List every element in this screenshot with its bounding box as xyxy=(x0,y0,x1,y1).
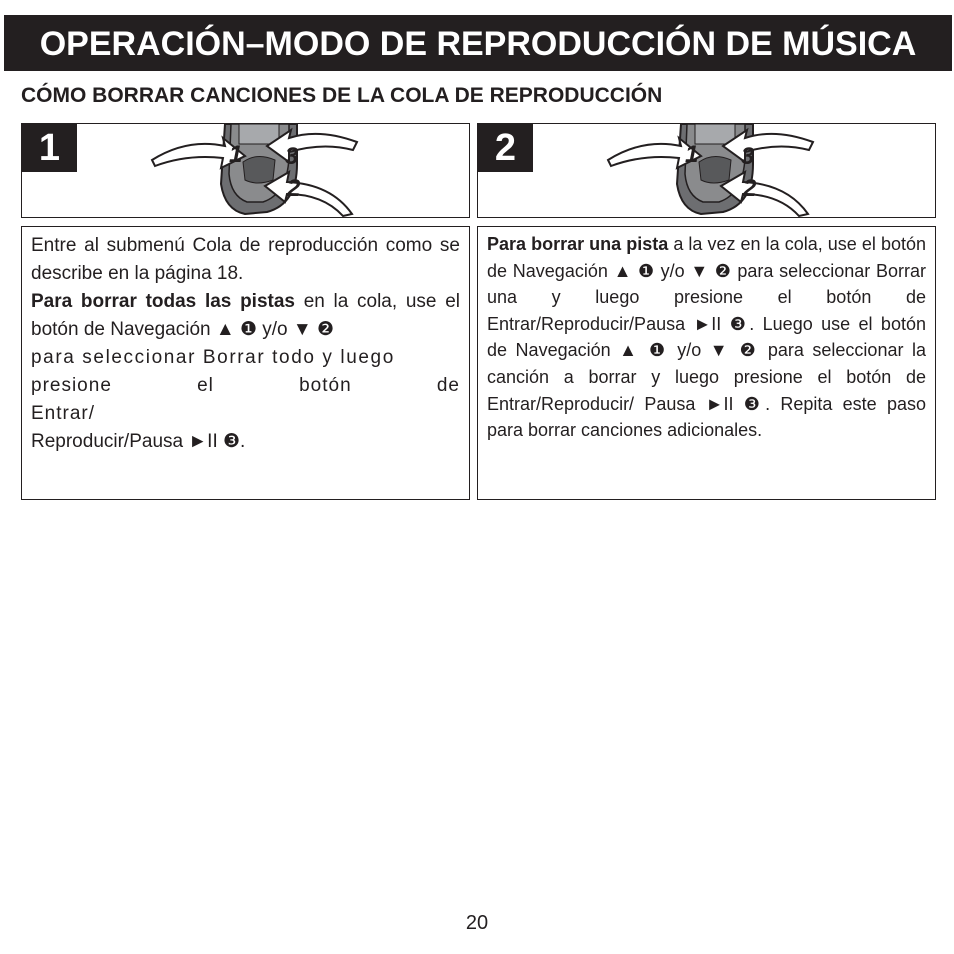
step-1-text-line: presione el botón de Entrar/ xyxy=(31,375,460,424)
step-1-text-line: en la cola, use el botón de Navegación ▲ ❶ y/o ▼ ❷ xyxy=(31,291,460,340)
step-2-paragraph xyxy=(487,231,926,444)
step-1-illustration-panel xyxy=(21,123,470,218)
device-buttons-illustration xyxy=(147,124,367,217)
callout-2-label: 2 xyxy=(743,175,757,202)
step-1-text-line: para seleccionar Borrar todo y luego xyxy=(31,347,395,368)
step-1-intro-text: Entre al submenú Cola de reproducción como se describe en la página 18. xyxy=(31,235,460,284)
callout-3-label: 3 xyxy=(285,143,299,170)
callout-3-label: 3 xyxy=(741,143,755,170)
step-1-instructions xyxy=(21,226,470,500)
step-2-instructions xyxy=(477,226,936,500)
device-buttons-illustration xyxy=(603,124,823,217)
callout-1-label: 1 xyxy=(685,141,699,168)
callout-1-label: 1 xyxy=(229,141,243,168)
header-banner xyxy=(4,15,952,71)
step-2-bold-lead: Para borrar una pista xyxy=(487,234,669,254)
page-title: OPERACIÓN–MODO DE REPRODUCCIÓN DE MÚSICA xyxy=(39,24,917,63)
section-title: CÓMO BORRAR CANCIONES DE LA COLA DE REPRODUCCIÓN xyxy=(21,84,663,107)
step-number-badge: 2 xyxy=(478,124,533,172)
callout-2-label: 2 xyxy=(287,175,301,202)
step-number-badge: 1 xyxy=(22,124,77,172)
page-number: 20 xyxy=(465,912,489,934)
step-2-text-line: a la vez en la cola, use el botón de Navegación ▲ ❶ y/o ▼ ❷ para seleccionar Borrar una y luego presione el botón de Entrar/Reproducir/Pausa ►II ❸. xyxy=(487,234,926,334)
step-1-paragraph xyxy=(31,232,460,456)
step-2-text-line: Luego use el botón de Navegación ▲ ❶ y/o ▼ ❷ para seleccionar la canción a borrar y luego presione el botón de Entrar/Reproducir/ Pausa ►II ❸. Repita este paso para borrar canciones adicionales. xyxy=(487,313,926,441)
step-2-illustration-panel xyxy=(477,123,936,218)
step-1-text-line: Reproducir/Pausa ►II ❸. xyxy=(31,431,246,452)
step-1-bold-lead: Para borrar todas las pistas xyxy=(31,291,295,312)
